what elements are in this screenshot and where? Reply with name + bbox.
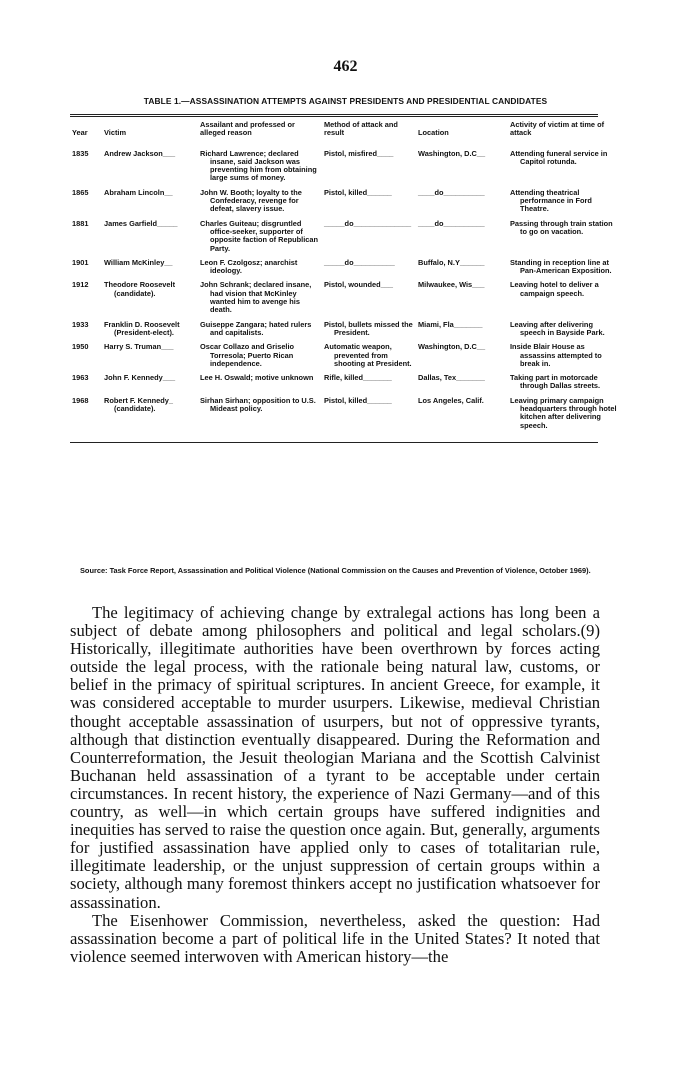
table-row	[70, 259, 622, 282]
header-assailant: Assailant and professed or alleged reason	[200, 120, 295, 138]
cell-activity: Leaving primary campaign headquarters through hotel kitchen after delivering speech.	[510, 395, 617, 430]
header-method: Method of attack and result	[324, 120, 398, 138]
table-row	[70, 343, 622, 374]
table-title: TABLE 1.—ASSASSINATION ATTEMPTS AGAINST PRESIDENTS AND PRESIDENTIAL CANDIDATES	[143, 96, 548, 106]
header-year: Year	[72, 128, 88, 138]
cell-year: 1950	[72, 342, 89, 352]
cell-activity: Attending theatrical performance in Ford Theatre.	[510, 187, 592, 214]
table-row	[70, 220, 622, 259]
table-source-note: Source: Task Force Report, Assassination and Political Violence (National Commission on the Causes and Prevention of Violence, October 1969).	[80, 566, 591, 575]
cell-method: Pistol, misfired____	[324, 148, 394, 158]
header-activity: Activity of victim at time of attack	[510, 120, 605, 138]
cell-assailant: Lee H. Oswald; motive unknown	[200, 373, 314, 383]
cell-year: 1968	[72, 395, 89, 405]
cell-activity: Attending funeral service in Capitol rotunda.	[510, 148, 608, 166]
table-body	[70, 141, 622, 436]
table-bottom-rule	[70, 442, 598, 443]
cell-victim: Abraham Lincoln__	[104, 187, 173, 197]
cell-assailant: Leon F. Czolgosz; anarchist ideology.	[200, 257, 298, 276]
cell-method: Pistol, bullets missed the President.	[324, 319, 413, 337]
cell-method: _____do__________	[324, 257, 395, 267]
cell-method: Rifle, killed_______	[324, 373, 392, 383]
table-row	[70, 374, 622, 397]
assassination-table	[70, 114, 617, 443]
cell-location: Los Angeles, Calif.	[418, 395, 484, 405]
paragraph: The legitimacy of achieving change by extralegal actions has long been a subject of debate among philosophers and political and legal scholars.(9) Historically, illegitimate authorities have been overthrown by forces acting outside the legal process, with the rationale being natural law, customs, or belief in the primacy of spiritual scriptures. In ancient Greece, for example, it was considered acceptable to murder usurpers. Likewise, medieval Christian thought acceptable assassination of usurpers, but not of oppressive tyrants, although that distinction eventually disappeared. During the Reformation and Counterreformation, the Jesuit theologian Mariana and the Scottish Calvinist Buchanan held assassination of a tyrant to be acceptable under certain circumstances. In recent history, the experience of Nazi Germany—and of this country, as well—in which certain groups have suffered indignities and inequities has served to raise the question once again. But, generally, arguments for justified assassination have applied only to cases of totalitarian rule, illegitimate leadership, or the unjust suppression of certain groups within a society, although many foremost thinkers accept no justification whatsoever for assassination.	[70, 603, 600, 912]
cell-assailant: John Schrank; declared insane, had vision that McKinley wanted him to avenge his death.	[200, 280, 312, 315]
cell-location: Washington, D.C__	[418, 342, 486, 352]
cell-activity: Taking part in motorcade through Dallas streets.	[510, 373, 601, 391]
cell-year: 1912	[72, 280, 89, 290]
cell-location: ____do__________	[418, 187, 485, 197]
cell-method: _____do______________	[324, 218, 412, 228]
header-victim: Victim	[104, 128, 127, 138]
cell-victim: Harry S. Truman___	[104, 342, 174, 352]
cell-activity: Leaving hotel to deliver a campaign speech.	[510, 280, 599, 298]
cell-year: 1835	[72, 148, 89, 158]
cell-victim: Theodore Roosevelt (candidate).	[104, 280, 176, 298]
table-row	[70, 281, 622, 320]
cell-assailant: Guiseppe Zangara; hated rulers and capitalists.	[200, 319, 312, 337]
cell-location: ____do__________	[418, 218, 485, 228]
cell-assailant: John W. Booth; loyalty to the Confederacy, revenge for defeat, slavery issue.	[200, 187, 302, 214]
cell-victim: William McKinley__	[104, 257, 173, 267]
cell-method: Pistol, killed______	[324, 395, 392, 405]
cell-activity: Inside Blair House as assassins attempted to break in.	[510, 342, 602, 368]
cell-location: Dallas, Tex_______	[418, 373, 485, 383]
table-row	[70, 321, 622, 344]
cell-year: 1901	[72, 257, 89, 267]
cell-victim: John F. Kennedy___	[104, 373, 176, 383]
cell-assailant: Oscar Collazo and Griselio Torresola; Puerto Rican independence.	[200, 342, 295, 368]
cell-victim: James Garfield_____	[104, 218, 178, 228]
cell-location: Miami, Fla_______	[418, 319, 483, 329]
table-row	[70, 189, 622, 220]
cell-location: Washington, D.C__	[418, 148, 486, 158]
cell-year: 1881	[72, 218, 89, 228]
cell-activity: Leaving after delivering speech in Bayside Park.	[510, 319, 605, 337]
cell-victim: Andrew Jackson___	[104, 148, 176, 158]
cell-activity: Standing in reception line at Pan-American Exposition.	[510, 257, 612, 276]
cell-victim: Franklin D. Roosevelt (President-elect).	[104, 319, 180, 337]
cell-year: 1933	[72, 319, 89, 329]
page-number: 462	[333, 58, 358, 75]
cell-year: 1865	[72, 187, 89, 197]
cell-victim: Robert F. Kennedy_ (candidate).	[104, 395, 173, 414]
cell-method: Pistol, wounded___	[324, 280, 393, 290]
cell-method: Automatic weapon, prevented from shooting at President.	[324, 342, 412, 368]
table-header-row	[70, 117, 622, 141]
paragraph: The Eisenhower Commission, nevertheless, asked the question: Had assassination become a part of political life in the United States? It noted that violence seemed interwoven with American history—the	[70, 910, 600, 966]
cell-assailant: Richard Lawrence; declared insane, said Jackson was preventing him from obtaining large sums of money.	[200, 148, 317, 183]
body-text	[70, 604, 600, 966]
table-grid	[70, 117, 622, 436]
cell-assailant: Sirhan Sirhan; opposition to U.S. Mideast policy.	[200, 395, 316, 414]
cell-assailant: Charles Guiteau; disgruntled office-seeker, supporter of opposite faction of Republican Party.	[200, 218, 318, 253]
table-row	[70, 397, 622, 436]
cell-method: Pistol, killed______	[324, 187, 392, 197]
table-row	[70, 141, 622, 189]
cell-location: Buffalo, N.Y______	[418, 257, 485, 267]
cell-year: 1963	[72, 373, 89, 383]
header-location: Location	[418, 128, 449, 138]
cell-location: Milwaukee, Wis___	[418, 280, 485, 290]
cell-activity: Passing through train station to go on vacation.	[510, 218, 613, 236]
